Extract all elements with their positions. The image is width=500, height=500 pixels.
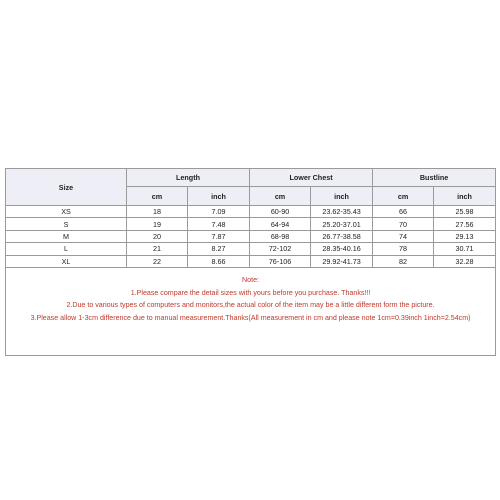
table-cell: 21 [127, 243, 188, 255]
lower-chest-header: Lower Chest [250, 169, 373, 187]
table-cell: 74 [373, 230, 434, 242]
table-cell: 64-94 [250, 218, 311, 230]
unit-header: cm [127, 187, 188, 206]
size-cell: XL [6, 255, 127, 267]
table-cell: 8.66 [188, 255, 250, 267]
size-header: Size [6, 169, 127, 206]
table-row [6, 255, 496, 267]
notes-cell [6, 267, 496, 355]
table-cell: 66 [373, 206, 434, 218]
table-cell: 28.35-40.16 [311, 243, 373, 255]
table-cell: 60-90 [250, 206, 311, 218]
table-cell: 25.20-37.01 [311, 218, 373, 230]
table-cell: 7.87 [188, 230, 250, 242]
table-cell: 7.09 [188, 206, 250, 218]
table-cell: 30.71 [434, 243, 496, 255]
size-cell: L [6, 243, 127, 255]
size-cell: M [6, 230, 127, 242]
table-cell: 82 [373, 255, 434, 267]
table-cell: 8.27 [188, 243, 250, 255]
note-title: Note: [242, 275, 259, 284]
unit-header: inch [188, 187, 250, 206]
bustline-header: Bustline [373, 169, 496, 187]
size-chart-table [5, 168, 496, 356]
table-cell: 23.62-35.43 [311, 206, 373, 218]
note-line: 1.Please compare the detail sizes with yours before you purchase. Thanks!!! [130, 288, 371, 297]
unit-header: inch [311, 187, 373, 206]
table-cell: 25.98 [434, 206, 496, 218]
note-line: 3.Please allow 1-3cm difference due to manual measurement.Thanks(All measurement in cm and please note 1cm=0.39inch 1inch=2.54cm) [30, 313, 471, 322]
table-cell: 27.56 [434, 218, 496, 230]
table-cell: 26.77-38.58 [311, 230, 373, 242]
table-cell: 29.13 [434, 230, 496, 242]
table-cell: 32.28 [434, 255, 496, 267]
table-cell: 18 [127, 206, 188, 218]
unit-header: cm [250, 187, 311, 206]
table-cell: 76-106 [250, 255, 311, 267]
table-cell: 78 [373, 243, 434, 255]
table-row [6, 243, 496, 255]
notes-row [6, 267, 496, 355]
table-row [6, 206, 496, 218]
table-cell: 7.48 [188, 218, 250, 230]
table-cell: 72-102 [250, 243, 311, 255]
unit-header: cm [373, 187, 434, 206]
note-line: 2.Due to various types of computers and monitors,the actual color of the item may be a little different form the picture. [66, 301, 435, 310]
table-cell: 20 [127, 230, 188, 242]
table-cell: 70 [373, 218, 434, 230]
length-header: Length [127, 169, 250, 187]
unit-header: inch [434, 187, 496, 206]
table-cell: 19 [127, 218, 188, 230]
size-cell: S [6, 218, 127, 230]
size-cell: XS [6, 206, 127, 218]
table-row [6, 218, 496, 230]
header-row-groups [6, 169, 496, 187]
table-cell: 29.92-41.73 [311, 255, 373, 267]
table-cell: 68-98 [250, 230, 311, 242]
table-row [6, 230, 496, 242]
table-cell: 22 [127, 255, 188, 267]
